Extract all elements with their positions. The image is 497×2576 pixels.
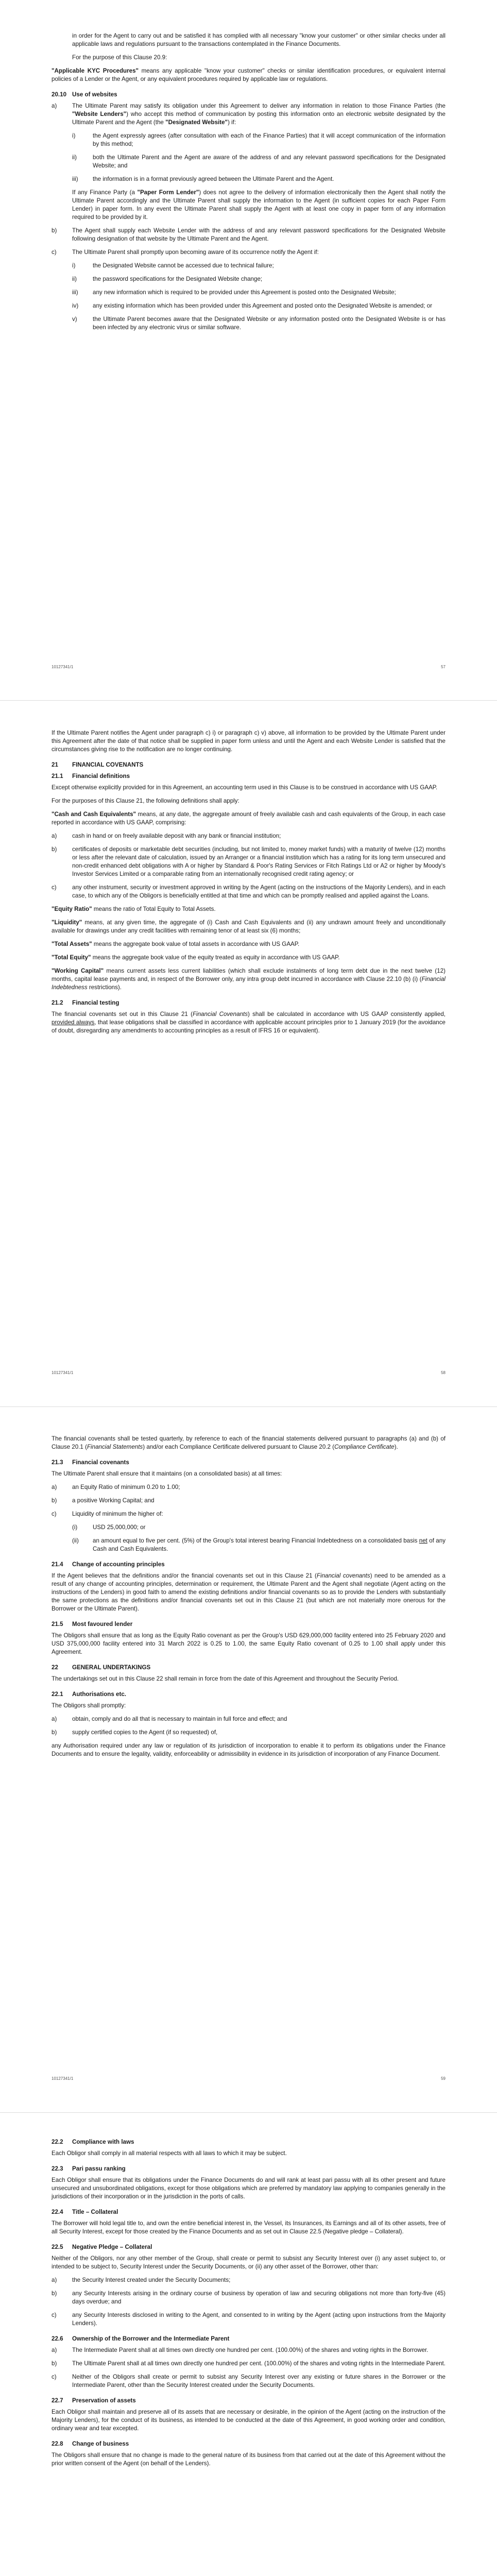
heading-22-2: 22.2 Compliance with laws [52, 2139, 134, 2145]
item-c-ii: ii) the password specifications for the Designated Website change; [72, 276, 263, 282]
heading-22-1: 22.1 Authorisations etc. [52, 1691, 127, 1698]
item-c-iii: iii) any new information which is required to be provided under this Agreement is posted onto the Designated Website; [72, 289, 396, 296]
change-accounting-text: If the Agent believes that the definitions and/or the financial covenants set out in this Clause 21 (Financial covenants) need to be amended as a result of any change of accounting principles, determination or requirement, the Ultimate Parent and the Agent shall negotiate (Agent acting on the instructions of the Lenders) in good faith to amend the existing definitions and/or financial covenants so as to provide the Lenders with substantially the same protections as the definitions and/or financial covenants set out in this Clause 21 (but which are not materially more onerous for the Borrower or the Ultimate Parent). [52, 1572, 445, 1612]
item-c: c) The Ultimate Parent shall promptly upon becoming aware of its occurrence notify the Agent if: [52, 249, 319, 256]
item-a-iii: iii) the information is in a format previously agreed between the Ultimate Parent and the Agent. [72, 176, 334, 182]
covenant-c-i: (i) USD 25,000,000; or [72, 1524, 146, 1531]
covenant-a: a) an Equity Ratio of minimum 0.20 to 1.00; [52, 1484, 180, 1490]
cash-item-b: b) certificates of deposits or marketable debt securities (including, but not limited to, money market funds) with a maturity of twelve (12) months or less after the relevant date of calculation, issued by an Arranger or a financial institution which has a rating for its long term unsecured and non-credit enhanced debt obligations with A or higher by Standard & Poor's Rating Services or Fitch Ratings Ltd or A2 or higher by Moody's Investor Services Limited or a comparable rating from an internationally recognised credit rating agency; or [52, 846, 445, 877]
neg-item-a: a) the Security Interest created under the Security Documents; [52, 2277, 231, 2283]
auth-item-b: b) supply certified copies to the Agent (if so requested) of, [52, 1729, 218, 1736]
preservation-text: Each Obligor shall maintain and preserve all of its assets that are necessary or desirable, in the opinion of the Agent (acting on the instruction of the Majority Lenders), for the conduct of its business, as intended to be conducted at the date of this Agreement, in good working order and condition, ordinary wear and tear excepted. [52, 2409, 445, 2432]
own-item-b: b) The Ultimate Parent shall at all times own directly one hundred per cent. (100.00%) of the shares and voting rights in the Intermediate Parent. [52, 2360, 445, 2367]
page-divider [0, 700, 497, 701]
footer-ref: 10127341/1 [52, 665, 74, 669]
neg-item-b: b) any Security Interests arising in the ordinary course of business by operation of law and securing obligations not more than forty-five (45) days overdue; and [52, 2290, 445, 2305]
negative-pledge-text: Neither of the Obligors, nor any other member of the Group, shall create or permit to subsist any Security Interest over (i) any asset subject to, or intended to be subject to, Security Interest under the Security Documents, or (ii) any other asset of the Borrower, other than: [52, 2255, 445, 2270]
heading-20-10: 20.10 Use of websites [52, 91, 117, 98]
page-divider [0, 1406, 497, 1407]
compliance-text: Each Obligor shall comply in all material respects with all laws to which it may be subject. [52, 2150, 287, 2157]
paper-form-intro: If the Ultimate Parent notifies the Agent under paragraph c) i) or paragraph c) v) above, all information to be provided by the Ultimate Parent under this Agreement after the date of that notice shall be supplied in paper form unless and until the Agent and each Website Lender is satisfied that the circumstances giving rise to the notification are no longer continuing. [52, 730, 445, 753]
authorisations-intro: The Obligors shall promptly: [52, 1702, 126, 1709]
page-number: 57 [441, 665, 445, 669]
auth-item-a: a) obtain, comply and do all that is necessary to maintain in full force and effect; and [52, 1716, 287, 1722]
own-item-a: a) The Intermediate Parent shall at all times own directly one hundred per cent. (100.00%) of the shares and voting rights in the Borrower. [52, 2347, 429, 2353]
heading-22-5: 22.5 Negative Pledge – Collateral [52, 2244, 152, 2250]
item-b: b) The Agent shall supply each Website Lender with the address of and any relevant password specifications for the Designated Website following designation of that website by the Ultimate Parent and the Agent. [52, 227, 445, 242]
heading-22-6: 22.6 Ownership of the Borrower and the Intermediate Parent [52, 2335, 230, 2342]
item-a-ii: ii) both the Ultimate Parent and the Agent are aware of the address of and any relevant password specifications for the Designated Website; and [72, 154, 445, 169]
heading-22-7: 22.7 Preservation of assets [52, 2397, 136, 2404]
kyc-definition: "Applicable KYC Procedures" means any applicable "know your customer" checks or similar identification procedures, or equivalent internal policies of a Lender or the Agent, or any equivalent procedures required by applicable law or regulations. [52, 67, 445, 82]
page-57 [0, 0, 497, 694]
accounting-terms: Except otherwise explicitly provided for in this Agreement, an accounting term used in this Clause is to be construed in accordance with US GAAP. [52, 784, 438, 791]
purpose-line: For the purpose of this Clause 20.9: [72, 54, 167, 61]
heading-21-4: 21.4 Change of accounting principles [52, 1561, 165, 1568]
cash-definition: "Cash and Cash Equivalents" means, at any date, the aggregate amount of freely available cash and cash equivalents of the Group, in each case reported in accordance with US GAAP, comprising: [52, 811, 445, 826]
footer-ref: 10127341/1 [52, 1370, 74, 1375]
working-capital-definition: "Working Capital" means current assets less current liabilities (which shall exclude instalments of long term debt due in the next twelve (12) months, capital lease payments and, in respect of the Borrower only, any intra group debt incurred in accordance with Clause 22.10 (b) (i) (Financial Indebtedness restrictions). [52, 968, 445, 991]
equity-ratio-definition: "Equity Ratio" means the ratio of Total Equity to Total Assets. [52, 906, 216, 912]
most-favoured-text: The Obligors shall ensure that as long as the Equity Ratio covenant as per the Group's USD 629,000,000 facility entered into 25 February 2020 and USD 375,000,000 facility entered into 31 March 2022 is 0.25 to 1.00, the same Equity Ratio covenant of 0.25 to 1.00 shall apply under this Agreement. [52, 1632, 445, 1655]
change-of-business-text: The Obligors shall ensure that no change is made to the general nature of its business from that carried out at the date of this Agreement without the prior written consent of the Agent (on behalf of the Lenders). [52, 2452, 445, 2467]
authorisations-text: any Authorisation required under any law or regulation of its jurisdiction of incorporation to enable it to perform its obligations under the Finance Documents and to ensure the legality, validity, enforceability or admissibility in evidence in its jurisdiction of incorporation of any Finance Document. [52, 1742, 445, 1757]
cash-item-a: a) cash in hand or on freely available deposit with any bank or financial institution; [52, 833, 281, 839]
page-number: 58 [441, 1370, 445, 1375]
kyc-intro: in order for the Agent to carry out and be satisfied it has complied with all necessary "know your customer" or other similar checks under all applicable laws and regulations pursuant to the transactions contemplated in the Finance Documents. [72, 32, 445, 47]
definitions-intro: For the purposes of this Clause 21, the following definitions shall apply: [52, 798, 239, 804]
item-a: a) The Ultimate Parent may satisfy its obligation under this Agreement to deliver any information in relation to those Finance Parties (the "Website Lenders") who accept this method of communication by posting this information onto an electronic website designated by the Ultimate Parent and the Agent (the "Designated Website") if: [52, 103, 446, 126]
paper-form-paragraph: If any Finance Party (a "Paper Form Lender") does not agree to the delivery of information electronically then the Agent shall notify the Ultimate Parent accordingly and the Ultimate Parent shall supply the information to the Agent (in sufficient copies for each Paper Form Lender) in paper form. In any event the Ultimate Parent shall supply the Agent with at least one copy in paper form of any information required to be provided by it. [72, 189, 446, 221]
own-item-c: c) Neither of the Obligors shall create or permit to subsist any Security Interest over any existing or future shares in the Borrower or the Intermediate Parent, other than the Security Interest created under the Security Documents. [52, 2374, 445, 2388]
heading-21-5: 21.5 Most favoured lender [52, 1621, 133, 1628]
footer-ref: 10127341/1 [52, 2076, 74, 2081]
covenants-intro: The Ultimate Parent shall ensure that it maintains (on a consolidated basis) at all times: [52, 1470, 282, 1477]
page-divider [0, 2112, 497, 2113]
covenant-b: b) a positive Working Capital; and [52, 1497, 155, 1504]
heading-21-1: 21.1 Financial definitions [52, 773, 130, 779]
covenant-c-ii: (ii) an amount equal to five per cent. (5%) of the Group's total interest bearing Financial Indebtedness on a consolidated basis net of any Cash and Cash Equivalents. [72, 1537, 445, 1552]
heading-22-3: 22.3 Pari passu ranking [52, 2165, 126, 2172]
heading-21-2: 21.2 Financial testing [52, 999, 119, 1006]
heading-22-8: 22.8 Change of business [52, 2441, 129, 2447]
total-equity-definition: "Total Equity" means the aggregate book value of the equity treated as equity in accordance with US GAAP. [52, 954, 340, 961]
item-c-i: i) the Designated Website cannot be accessed due to technical failure; [72, 262, 274, 269]
cash-item-c: c) any other instrument, security or investment approved in writing by the Agent (acting on the instructions of the Majority Lenders), and in each case, to which any of the Obligors is beneficially entitled at that time and which can be promptly realised and applied against the Loans. [52, 884, 445, 899]
neg-item-c: c) any Security Interests disclosed in writing to the Agent, and consented to in writing by the Agent (acting upon instructions from the Majority Lenders). [52, 2312, 445, 2327]
total-assets-definition: "Total Assets" means the aggregate book value of total assets in accordance with US GAAP. [52, 941, 300, 947]
liquidity-definition: "Liquidity" means, at any given time, the aggregate of (i) Cash and Cash Equivalents and (ii) any undrawn amount freely and unconditionally available for drawings under any credit facilities with remaining tenor of at least six (6) months; [52, 919, 445, 934]
heading-21-3: 21.3 Financial covenants [52, 1459, 129, 1466]
testing-quarterly: The financial covenants shall be tested quarterly, by reference to each of the financial statements delivered pursuant to paragraphs (a) and (b) of Clause 20.1 (Financial Statements) and/or each Compliance Certificate delivered pursuant to Clause 20.2 (Compliance Certificate). [52, 1435, 445, 1450]
heading-22-4: 22.4 Title – Collateral [52, 2209, 118, 2215]
financial-testing-text: The financial covenants set out in this Clause 21 (Financial Covenants) shall be calculated in accordance with US GAAP consistently applied, provided always, that lease obligations shall be classified in accordance with applicable account principles prior to 1 January 2019 (for the avoidance of doubt, disregarding any amendments to accounting principles as a result of IFRS 16 or equivalent). [52, 1011, 445, 1034]
title-collateral-text: The Borrower will hold legal title to, and own the entire beneficial interest in, the Vessel, its Insurances, its Earnings and all of its other assets, free of all Security Interest, except for those created by the Finance Documents and as set out in Clause 22.5 (Negative pledge – Collateral). [52, 2220, 445, 2235]
page-59 [0, 1412, 497, 2107]
page-60 [0, 2117, 497, 2576]
general-undertakings-text: The undertakings set out in this Clause 22 shall remain in force from the date of this Agreement and throughout the Security Period. [52, 1675, 399, 1682]
pari-passu-text: Each Obligor shall ensure that its obligations under the Finance Documents do and will rank at least pari passu with all its other present and future unsecured and unsubordinated obligations, except for those obligations which are preferred by mandatory law applying to companies generally in the jurisdictions of their incorporation or in the jurisdiction in the ports of calls. [52, 2177, 445, 2200]
covenant-c: c) Liquidity of minimum the higher of: [52, 1511, 163, 1517]
heading-21: 21 FINANCIAL COVENANTS [52, 761, 144, 768]
page-58 [0, 706, 497, 1401]
item-a-i: i) the Agent expressly agrees (after consultation with each of the Finance Parties) that it will accept communication of the information by this method; [72, 132, 445, 147]
heading-22: 22 GENERAL UNDERTAKINGS [52, 1664, 151, 1671]
item-c-v: v) the Ultimate Parent becomes aware that the Designated Website or any information posted onto the Designated Website is or has been infected by any electronic virus or similar software. [72, 316, 445, 331]
item-c-iv: iv) any existing information which has been provided under this Agreement and posted onto the Designated Website is amended; or [72, 302, 433, 309]
page-number: 59 [441, 2076, 445, 2081]
